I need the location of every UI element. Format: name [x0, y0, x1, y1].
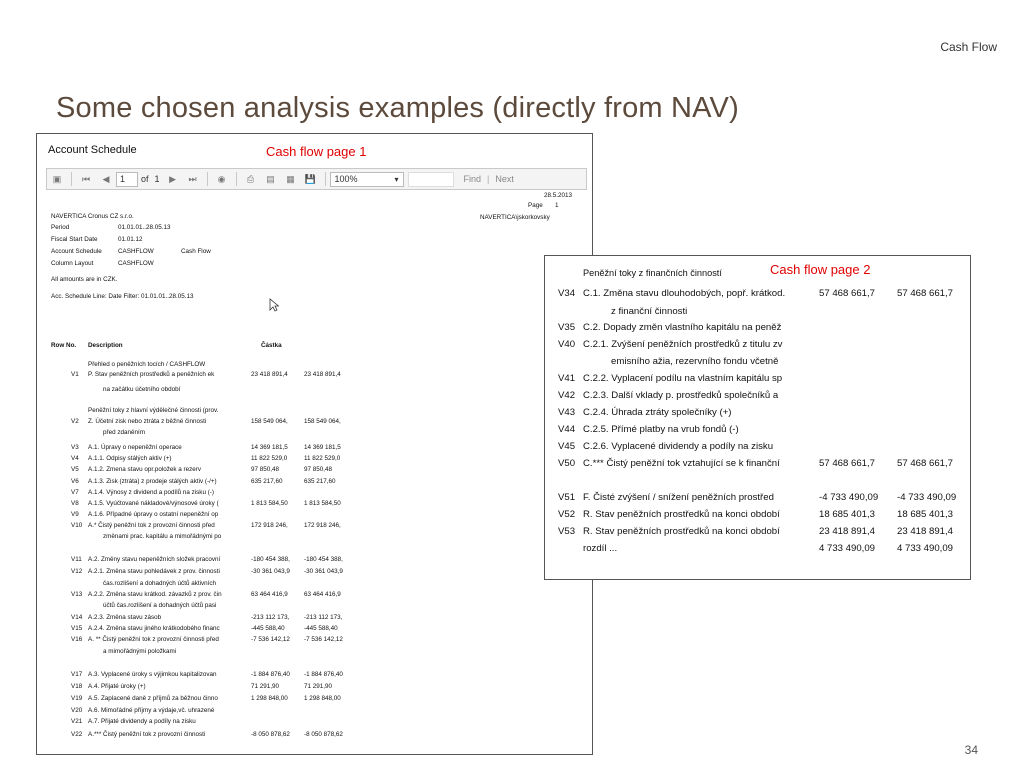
row-description: C.2. Dopady změn vlastního kapitálu na peněž — [583, 322, 782, 333]
last-page-icon[interactable]: ⏭ — [188, 174, 197, 184]
caption-page-1: Cash flow page 1 — [266, 144, 367, 159]
page-number: 34 — [964, 743, 978, 757]
row-amount-1: -180 454 388, — [251, 556, 290, 563]
row-amount-1: 63 464 416,9 — [251, 591, 288, 598]
row-amount-2: -213 112 173, — [304, 614, 343, 621]
row-amount-2: 1 813 584,50 — [304, 500, 341, 507]
row-description: změnami prac. kapitálu a mimořádnými po — [103, 533, 222, 540]
row-amount-1: 23 418 891,4 — [819, 526, 876, 537]
find-separator: | — [487, 174, 490, 184]
row-description: A.*** Čistý peněžní tok z provozní činnosti — [88, 731, 206, 738]
row-number: V42 — [558, 390, 576, 401]
row-description: A.1.5. Vyúčtované nákladové/výnosové úroky ( — [88, 500, 219, 507]
period-label: Period — [51, 224, 70, 231]
row-description: A. ** Čistý peněžní tok z provozní činnosti před — [88, 636, 219, 643]
row-amount-1: 57 468 661,7 — [819, 288, 876, 299]
row-amount-2: -445 588,40 — [304, 625, 338, 632]
row-amount-1: -4 733 490,09 — [819, 492, 879, 503]
row-description: A.7. Přijaté dividendy a podíly na zisku — [88, 718, 196, 725]
row-number: V14 — [71, 614, 83, 621]
row-amount-2: 23 418 891,4 — [304, 371, 341, 378]
page-setup-icon[interactable]: ▦ — [286, 174, 295, 184]
row-amount-2: -4 733 490,09 — [897, 492, 957, 503]
row-amount-1: -30 361 043,9 — [251, 568, 290, 575]
row-amount-1: -1 884 876,40 — [251, 671, 290, 678]
row-number: V52 — [558, 509, 576, 520]
row-number: V19 — [71, 695, 83, 702]
row-description: A.1.4. Výnosy z dividend a podílů na zisku (-) — [88, 489, 215, 496]
row-amount-1: 14 369 181,5 — [251, 444, 288, 451]
row-description: před zdaněním — [103, 429, 146, 436]
row-description: A.1.2. Zmena stavu opr.položek a rezerv — [88, 466, 202, 473]
row-amount-1: -213 112 173, — [251, 614, 290, 621]
layout-label: Column Layout — [51, 260, 94, 267]
row-description: A.1.6. Případné úpravy o ostatní nepeněžní op — [88, 511, 219, 518]
row-description: A.* Čistý peněžní tok z provozní činnosti před — [88, 522, 215, 529]
row-description: A.1. Úpravy o nepeněžní operace — [88, 444, 182, 451]
row-description: C.2.1. Zvýšení peněžních prostředků z titulu zv — [583, 339, 783, 350]
row-description: A.2.2. Změna stavu krátkod. závazků z prov. čin — [88, 591, 222, 598]
slide-title: Some chosen analysis examples (directly from NAV) — [56, 92, 739, 124]
schedule-description: Cash Flow — [181, 248, 211, 255]
toolbar-separator — [236, 172, 237, 186]
row-amount-2: 4 733 490,09 — [897, 543, 954, 554]
row-description: účtů čas.rozlišení a dohadných účtů pasi — [103, 602, 217, 609]
row-number: V3 — [71, 444, 79, 451]
mouse-cursor-icon — [269, 298, 279, 312]
row-description: C.2.6. Vyplacené dividendy a podíly na zisku — [583, 441, 774, 452]
row-number: V17 — [71, 671, 83, 678]
row-amount-1: 4 733 490,09 — [819, 543, 876, 554]
period-value: 01.01.01..28.05.13 — [118, 224, 171, 231]
row-amount-1: 97 850,48 — [251, 466, 280, 473]
first-page-icon[interactable]: ⏮ — [81, 174, 91, 184]
row-amount-2: -7 536 142,12 — [304, 636, 343, 643]
row-description: A.1.3. Zisk (ztráta) z prodeje stálých aktiv (-/+) — [88, 478, 217, 485]
row-number: V22 — [71, 731, 83, 738]
next-page-icon[interactable]: ▶ — [169, 174, 176, 184]
row-amount-2: 635 217,60 — [304, 478, 336, 485]
row-amount-2: 57 468 661,7 — [897, 458, 954, 469]
row-description: A.2.1. Změna stavu pohledávek z prov. činnosti — [88, 568, 220, 575]
row-description: Z. Účetní zisk nebo ztráta z běžné činnosti — [88, 418, 207, 425]
print-icon[interactable]: ⎙ — [246, 174, 255, 184]
row-description: R. Stav peněžních prostředků na konci období — [583, 509, 780, 520]
row-description: rozdíl ... — [583, 543, 618, 554]
row-amount-1: 1 298 848,00 — [251, 695, 288, 702]
schedule-label: Account Schedule — [51, 248, 102, 255]
find-link[interactable]: Find — [463, 174, 482, 184]
row-number: V2 — [71, 418, 79, 425]
row-description: A.6. Mimořádné příjmy a výdaje,vč. uhrazené — [88, 707, 215, 714]
row-description: R. Stav peněžních prostředků na konci období — [583, 526, 780, 537]
row-description: C.2.5. Přímé platby na vrub fondů (-) — [583, 424, 739, 435]
row-amount-2: -8 050 878,62 — [304, 731, 343, 738]
row-description: na začátku účetního období — [103, 386, 181, 393]
row-description: C.2.4. Úhrada ztráty společníky (+) — [583, 407, 732, 418]
schedule-value: CASHFLOW — [118, 248, 154, 255]
row-number: V15 — [71, 625, 83, 632]
row-number: V40 — [558, 339, 576, 350]
row-number: V51 — [558, 492, 576, 503]
row-description: A.3. Vyplacené úroky s výjimkou kapitalizovan — [88, 671, 217, 678]
fiscal-start-label: Fiscal Start Date — [51, 236, 98, 243]
row-description: C.1. Změna stavu dlouhodobých, popř. krátkod. — [583, 288, 786, 299]
row-amount-2: 23 418 891,4 — [897, 526, 954, 537]
row-amount-1: -8 050 878,62 — [251, 731, 290, 738]
row-description: A.4. Přijaté úroky (+) — [88, 683, 146, 690]
column-description: Description — [88, 342, 123, 349]
row-description: Přehled o peněžních tocích / CASHFLOW — [88, 361, 206, 368]
row-number: V4 — [71, 455, 79, 462]
row-number: V6 — [71, 478, 79, 485]
previous-page-icon[interactable]: ◀ — [102, 174, 110, 184]
row-description: A.2.3. Změna stavu zásob — [88, 614, 162, 621]
total-pages: 1 — [154, 174, 160, 184]
column-amount: Částka — [261, 342, 282, 349]
row-description: A.2.4. Změna stavu jiného krátkodobého financ — [88, 625, 220, 632]
toolbar-separator — [207, 172, 208, 186]
row-description: a mimořádnými položkami — [103, 648, 177, 655]
toolbar-separator — [71, 172, 72, 186]
row-description: Peněžní toky z hlavní výdělečné činnosti (prov. — [88, 407, 219, 414]
row-number: V41 — [558, 373, 576, 384]
row-amount-1: 11 822 529,0 — [251, 455, 288, 462]
row-number: V35 — [558, 322, 576, 333]
row-amount-2: 11 822 529,0 — [304, 455, 341, 462]
row-number: V7 — [71, 489, 79, 496]
row-description: A.2. Změny stavu nepeněžních složek pracovní — [88, 556, 221, 563]
row-number: V9 — [71, 511, 79, 518]
row-amount-2: -30 361 043,9 — [304, 568, 343, 575]
row-number: V11 — [71, 556, 82, 563]
next-link[interactable]: Next — [495, 174, 514, 184]
row-amount-2: 14 369 181,5 — [304, 444, 341, 451]
row-amount-2: -1 884 876,40 — [304, 671, 343, 678]
row-number: V8 — [71, 500, 79, 507]
row-number: V34 — [558, 288, 576, 299]
row-amount-2: 63 464 416,9 — [304, 591, 341, 598]
row-amount-1: 635 217,60 — [251, 478, 283, 485]
row-amount-2: 57 468 661,7 — [897, 288, 954, 299]
fiscal-start-value: 01.01.12 — [118, 236, 143, 243]
find-input[interactable] — [408, 172, 454, 187]
row-description: z finanční činnosti — [611, 306, 688, 317]
row-amount-1: -445 588,40 — [251, 625, 285, 632]
row-description: C.*** Čistý peněžní tok vztahující se k finanční — [583, 458, 780, 469]
row-amount-1: 23 418 891,4 — [251, 371, 288, 378]
row-description: čas.rozlišení a dohadných účtů aktivních — [103, 580, 217, 587]
report-page-value: 1 — [555, 202, 559, 209]
row-amount-1: 158 549 064, — [251, 418, 288, 425]
stop-icon[interactable]: ◉ — [217, 174, 226, 184]
row-number: V20 — [71, 707, 83, 714]
row-description: C.2.2. Vyplacení podílu na vlastním kapitálu sp — [583, 373, 783, 384]
row-description: A.5. Zaplacené daně z příjmů za běžnou činno — [88, 695, 218, 702]
row-amount-1: -7 536 142,12 — [251, 636, 290, 643]
report-window-page-2 — [544, 255, 971, 580]
report-page-label: Page — [528, 202, 543, 209]
row-description: C.2.3. Další vklady p. prostředků společníků a — [583, 390, 779, 401]
row-number: V21 — [71, 718, 83, 725]
report-content-page-1 — [37, 190, 593, 755]
row-number: V12 — [71, 568, 83, 575]
zoom-select[interactable]: 100% ▾ — [330, 172, 404, 187]
row-amount-1: 1 813 584,50 — [251, 500, 288, 507]
row-number: V44 — [558, 424, 576, 435]
row-amount-2: 18 685 401,3 — [897, 509, 954, 520]
document-map-icon[interactable]: ▣ — [52, 174, 62, 184]
report-toolbar — [46, 168, 587, 190]
report-content-page-2 — [545, 256, 971, 580]
row-number: V5 — [71, 466, 79, 473]
company-name: NAVERTICA Cronus CZ s.r.o. — [51, 213, 134, 220]
row-amount-1: 71 291,90 — [251, 683, 280, 690]
filter-note: Acc. Schedule Line: Date Filter: 01.01.01..28.05.13 — [51, 293, 194, 300]
report-date: 28.5.2013 — [544, 192, 573, 199]
row-description: P. Stav peněžních prostředků a peněžních ek — [88, 371, 215, 378]
page-number-input[interactable]: 1 — [116, 172, 138, 187]
layout-value: CASHFLOW — [118, 260, 154, 267]
row-number: V16 — [71, 636, 83, 643]
row-amount-1: 18 685 401,3 — [819, 509, 876, 520]
row-description: emisního ažia, rezervního fondu včetně — [611, 356, 779, 367]
row-number: V1 — [71, 371, 79, 378]
user-name: NAVERTICA\jskorkovsky — [480, 214, 550, 221]
row-amount-2: 1 298 848,00 — [304, 695, 341, 702]
row-amount-2: 71 291,90 — [304, 683, 333, 690]
export-icon[interactable]: 💾 — [304, 174, 317, 184]
row-number: V43 — [558, 407, 576, 418]
row-number: V53 — [558, 526, 576, 537]
row-amount-2: 158 549 064, — [304, 418, 341, 425]
row-number: V45 — [558, 441, 576, 452]
row-number: V18 — [71, 683, 83, 690]
toolbar-separator — [325, 172, 326, 186]
of-label: of — [141, 174, 149, 184]
row-number: V50 — [558, 458, 576, 469]
row-amount-1: 57 468 661,7 — [819, 458, 876, 469]
report-window-page-1 — [36, 133, 593, 755]
row-number: V10 — [71, 522, 83, 529]
row-amount-2: 97 850,48 — [304, 466, 333, 473]
header-label: Cash Flow — [940, 40, 997, 54]
row-description: F. Čisté zvýšení / snížení peněžních prostřed — [583, 492, 774, 503]
print-layout-icon[interactable]: ▤ — [266, 174, 275, 184]
caption-page-2: Cash flow page 2 — [770, 262, 871, 277]
amounts-note: All amounts are in CZK. — [51, 276, 118, 283]
row-number: V13 — [71, 591, 83, 598]
column-row-no: Row No. — [51, 342, 77, 349]
row-amount-2: 172 918 246, — [304, 522, 341, 529]
row-amount-2: -180 454 388, — [304, 556, 343, 563]
window-title: Account Schedule — [48, 144, 137, 156]
row-amount-1: 172 918 246, — [251, 522, 288, 529]
row-description: A.1.1. Odpisy stálých aktiv (+) — [88, 455, 172, 462]
section-title: Peněžní toky z finančních činností — [583, 268, 722, 278]
